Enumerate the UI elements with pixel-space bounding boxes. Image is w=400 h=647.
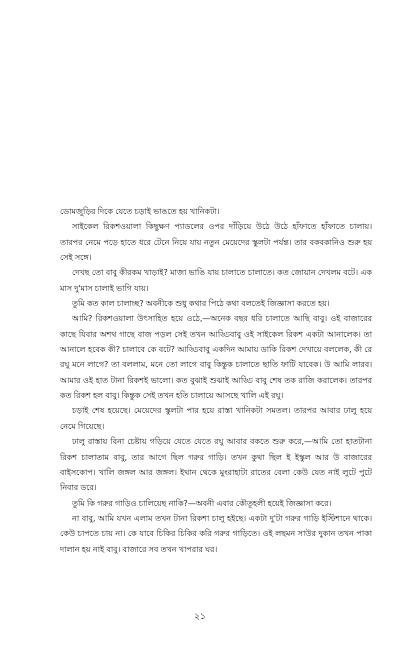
body-text (60, 204, 372, 557)
paragraph: না বাবু, আমি যখন এলাম তখন টানা রিকশা চালু হইছে। একটা দু'টা গরুর গাড়ি ইস্টিশানে থাকে। কেউ চাপতে চায় না। কে যাবে চিকির চিকির করি গরুর গাড়িতে। ওই লছমন সাউর দুকান তখন পাকা দালান হয় নাই বাবু। বাজারে সব তখন খাপরার ঘর। (60, 512, 372, 554)
paragraph: আমি? রিকশওয়ালা উৎসাহিত হয়ে ওঠে,—অনেক বছর ধরি চালাতে আছি বাবু। ওই বাজারের কাছে যিবার অশথ গাছে বাজ পড়ল সেই তখন আড্ডিবাবু ওই সাইকেল রিকশ একটা আনালেক। তা আনালে হবেক কী? চালাবে কে বটে? আড্ডিবাবু একদিন আমায় ডাকি রিকশ দেখায়ে বললেক, কী রে রঘু মনে লাগে? তা বললাম, মনে তো লাগে বাবু কিন্তুক চালাতে ছাতি ফাটি যাবেক। উ আমি লারব। আমার ওই হাত টানা রিকশই ভালো। কত বুঝাই শুঝাই আড্ডি বাবু শেষ তক রাজি করালেক। তারপর কত রিকশ হল বাবু। কিন্তুক সেই তখন হতি চালায়ে আসছে খালি এই রঘু। (60, 313, 372, 401)
paragraph: দেখছ তো বাবু কীরকম খাড়াই? মাজা ভাঙি যায় চালাতে চালাতে। কত জোয়ান দেখলম বটে। এক মাস দু'মাস চালাই ভাগি যায়। (60, 267, 372, 293)
paragraph: তুমি কি গরুর গাড়িও চালিয়েছ নাকি?—অবনী এবার কৌতূহলী হয়েই জিজ্ঞাসা করে। (72, 497, 332, 508)
paragraph: ডোমজুড়ির দিকে যেতে চড়াই ভাঙতে হয় খানিকটা। (60, 206, 220, 216)
page-number: ২১ (194, 612, 206, 622)
paragraph: চড়াই শেষ হয়েছে। মেয়েদের স্কুলটা পার হয়ে রাস্তা খানিকটা সমতল। তারপর আবার ঢালু হয়ে নেমে গিয়েছে। (60, 405, 372, 431)
paragraph: তুমি কত কাল চালাচ্ছ? অবনীকে শুধু কথার পিঠে কথা বলতেই জিজ্ঞাসা করতে হয়। (72, 298, 330, 309)
paragraph: সাইকেল রিকশওয়ালা কিছুক্ষণ প্যাডলের ওপর দাঁড়িয়ে উঠে উঠে হাঁফাতে হাঁফাতে চালায়। তারপর নেমে পড়ে হাতে ধরে টেনে নিয়ে যায় নতুন মেয়েদের স্কুলটা পর্যন্ত। তার বকবকানিও শুরু হয় সেই সঙ্গে। (60, 221, 372, 263)
paragraph: ঢালু রাস্তায় বিনা চেষ্টায় গড়িয়ে যেতে যেতে রঘু আবার বকতে শুরু করে,—আমি তো হাতটানা রিকশ চালাতাম বাবু, তার আগে ছিল গরুর গাড়ি। তখন কুথা ছিল ই ইস্কুল আর উ বাজারের বাইসকোপ। খালি জঙ্গল আর জঙ্গল। ইথান থেকে মুংরাহাটা রাতের বেলা কেউ যেত নাই লুটে পুটে নিবার ডরে। (60, 436, 372, 493)
